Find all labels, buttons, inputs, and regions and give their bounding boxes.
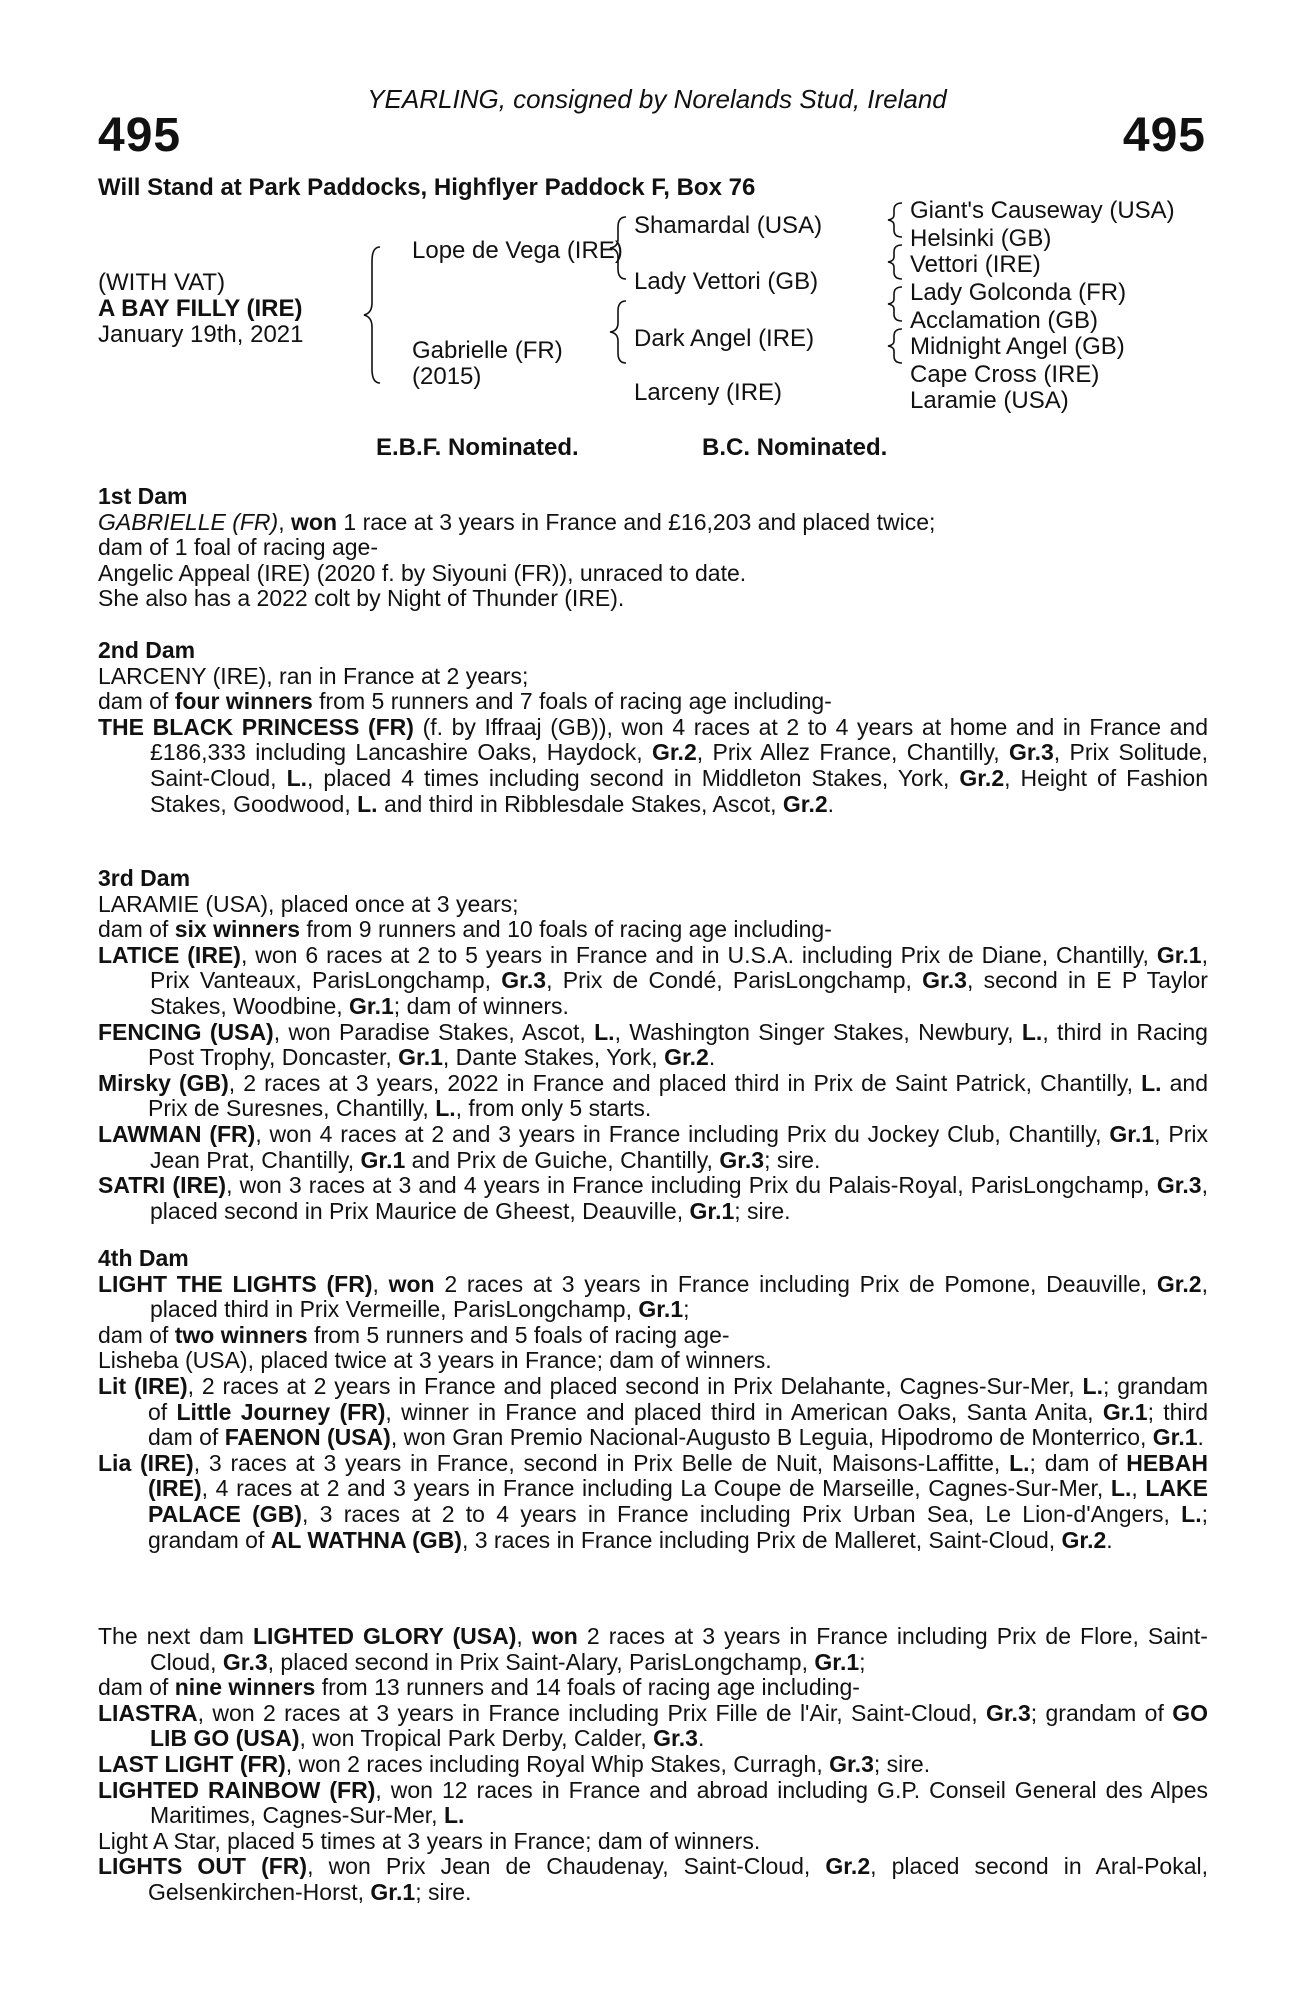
- dam-year: (2015): [412, 363, 482, 390]
- lot-number-right: 495: [1122, 109, 1206, 162]
- ebf-nomination: E.B.F. Nominated.: [376, 434, 579, 461]
- horse-name: A BAY FILLY (IRE): [98, 295, 303, 322]
- second-dam-section: [98, 638, 1208, 817]
- entry-fencing: FENCING (USA), won Paradise Stakes, Ascot, L., Washington Singer Stakes, Newbury, L., third in Racing Post Trophy, Doncaster, Gr.1, Dante Stakes, York, Gr.2.: [98, 1018, 1208, 1071]
- second-dam-heading: 2nd Dam: [98, 637, 196, 663]
- bracket-g3-1: [888, 203, 902, 237]
- gen3-1: Giant's Causeway (USA): [910, 197, 1175, 224]
- fourth-dam-produce-intro: dam of two winners from 5 runners and 5 foals of racing age-: [98, 1321, 730, 1348]
- gen3-8: Laramie (USA): [910, 387, 1069, 414]
- first-dam-produce-intro: dam of 1 foal of racing age-: [98, 534, 378, 561]
- first-dam-line: GABRIELLE (FR), won 1 race at 3 years in France and £16,203 and placed twice;: [98, 508, 936, 535]
- entry-last-light: LAST LIGHT (FR), won 2 races including Royal Whip Stakes, Curragh, Gr.3; sire.: [98, 1750, 931, 1777]
- next-dam-section: [98, 1624, 1208, 1906]
- bc-nomination: B.C. Nominated.: [702, 434, 888, 461]
- entry-light-a-star: Light A Star, placed 5 times at 3 years in France; dam of winners.: [98, 1827, 761, 1854]
- bracket-dam: [610, 301, 626, 363]
- bracket-g3-4: [888, 329, 902, 363]
- third-dam-produce-intro: dam of six winners from 9 runners and 10 foals of racing age including-: [98, 916, 832, 943]
- dam-name: Gabrielle (FR): [412, 337, 563, 364]
- stand-location: Will Stand at Park Paddocks, Highflyer Paddock F, Box 76: [98, 174, 756, 201]
- first-dam-colt-note: She also has a 2022 colt by Night of Thunder (IRE).: [98, 585, 625, 612]
- third-dam-section: [98, 866, 1208, 1224]
- entry-satri: SATRI (IRE), won 3 races at 3 and 4 years in France including Prix du Palais-Royal, ParisLongchamp, Gr.3, placed second in Prix Maurice de Gheest, Deauville, Gr.1; sire.: [98, 1172, 1208, 1224]
- dam-sire: Dark Angel (IRE): [634, 325, 815, 352]
- entry-lighted-rainbow: LIGHTED RAINBOW (FR), won 12 races in France and abroad including G.P. Conseil General des Alpes Maritimes, Cagnes-Sur-Mer, L.: [98, 1776, 1208, 1829]
- gen3-4: Lady Golconda (FR): [910, 279, 1127, 306]
- third-dam-line: LARAMIE (USA), placed once at 3 years;: [98, 890, 519, 917]
- first-dam-heading: 1st Dam: [98, 483, 188, 509]
- vat-note: (WITH VAT): [98, 269, 226, 296]
- entry-lawman: LAWMAN (FR), won 4 races at 2 and 3 years in France including Prix du Jockey Club, Chantilly, Gr.1, Prix Jean Prat, Chantilly, Gr.1 and Prix de Guiche, Chantilly, Gr.3; sire.: [98, 1120, 1208, 1173]
- gen3-5: Acclamation (GB): [910, 307, 1099, 334]
- second-dam-produce-intro: dam of four winners from 5 runners and 7 foals of racing age including-: [98, 688, 832, 715]
- bracket-gen1: [364, 247, 380, 383]
- entry-lit: Lit (IRE), 2 races at 2 years in France and placed second in Prix Delahante, Cagnes-Sur-Mer, L.; grandam of Little Journey (FR), winner in France and placed third in American Oaks, Santa Anita, Gr.1; third dam of FAENON (USA), won Gran Premio Nacional-Augusto B Leguia, Hipodromo de Monterrico, Gr.1.: [98, 1372, 1209, 1451]
- entry-latice: LATICE (IRE), won 6 races at 2 to 5 years in France and in U.S.A. including Prix de Diane, Chantilly, Gr.1, Prix Vanteaux, ParisLongchamp, Gr.3, Prix de Condé, ParisLongchamp, Gr.3, second in E P Taylor Stakes, Woodbine, Gr.1; dam of winners.: [98, 941, 1208, 1019]
- gen3-2: Helsinki (GB): [910, 225, 1052, 252]
- pedigree-table: [98, 197, 1218, 440]
- entry-mirsky: Mirsky (GB), 2 races at 3 years, 2022 in France and placed third in Prix de Saint Patrick, Chantilly, L. and Prix de Suresnes, Chantilly, L., from only 5 starts.: [98, 1069, 1209, 1122]
- foaling-date: January 19th, 2021: [98, 321, 304, 348]
- next-dam-line: The next dam LIGHTED GLORY (USA), won 2 races at 3 years in France including Prix de Flore, Saint-Cloud, Gr.3, placed second in Prix Saint-Alary, ParisLongchamp, Gr.1;: [98, 1623, 1208, 1675]
- bracket-g3-3: [888, 287, 902, 321]
- fourth-dam-section: [98, 1246, 1208, 1553]
- entry-lia: Lia (IRE), 3 races at 3 years in France, second in Prix Belle de Nuit, Maisons-Laffitte, L.; dam of HEBAH (IRE), 4 races at 2 and 3 years in France including La Coupe de Marseille, Cagnes-Sur-Mer, L., LAKE PALACE (GB), 3 races at 2 to 4 years in France including Prix Urban Sea, Le Lion-d'Angers, L.; grandam of AL WATHNA (GB), 3 races in France including Prix de Malleret, Saint-Cloud, Gr.2.: [98, 1449, 1209, 1553]
- third-dam-heading: 3rd Dam: [98, 865, 191, 891]
- bracket-g3-2: [888, 245, 902, 279]
- next-dam-produce-intro: dam of nine winners from 13 runners and 14 foals of racing age including-: [98, 1674, 860, 1701]
- sire-name: Lope de Vega (IRE): [412, 237, 623, 264]
- first-dam-section: [98, 484, 1208, 612]
- fourth-dam-heading: 4th Dam: [98, 1245, 189, 1271]
- entry-lisheba: Lisheba (USA), placed twice at 3 years in France; dam of winners.: [98, 1347, 772, 1374]
- consignment-line: YEARLING, consigned by Norelands Stud, Ireland: [367, 84, 947, 114]
- sire-sire: Shamardal (USA): [634, 212, 823, 239]
- sire-dam: Lady Vettori (GB): [634, 268, 819, 295]
- dam-dam: Larceny (IRE): [634, 379, 783, 406]
- gen3-3: Vettori (IRE): [910, 251, 1041, 278]
- gen3-7: Cape Cross (IRE): [910, 361, 1100, 388]
- first-dam-foal: Angelic Appeal (IRE) (2020 f. by Siyouni (FR)), unraced to date.: [98, 559, 747, 586]
- entry-liastra: LIASTRA, won 2 races at 3 years in France including Prix Fille de l'Air, Saint-Cloud, Gr.3; grandam of GO LIB GO (USA), won Tropical Park Derby, Calder, Gr.3.: [98, 1699, 1208, 1752]
- fourth-dam-line: LIGHT THE LIGHTS (FR), won 2 races at 3 years in France including Prix de Pomone, Deauville, Gr.2, placed third in Prix Vermeille, ParisLongchamp, Gr.1;: [98, 1270, 1208, 1323]
- gen3-6: Midnight Angel (GB): [910, 333, 1125, 360]
- lot-number-left: 495: [98, 109, 182, 162]
- second-dam-line: LARCENY (IRE), ran in France at 2 years;: [98, 662, 529, 689]
- entry-the-black-princess: THE BLACK PRINCESS (FR) (f. by Iffraaj (GB)), won 4 races at 2 to 4 years at home and in France and £186,333 including Lancashire Oaks, Haydock, Gr.2, Prix Allez France, Chantilly, Gr.3, Prix Solitude, Saint-Cloud, L., placed 4 times including second in Middleton Stakes, York, Gr.2, Height of Fashion Stakes, Goodwood, L. and third in Ribblesdale Stakes, Ascot, Gr.2.: [98, 713, 1208, 817]
- entry-lights-out: LIGHTS OUT (FR), won Prix Jean de Chaudenay, Saint-Cloud, Gr.2, placed second in Aral-Pokal, Gelsenkirchen-Horst, Gr.1; sire.: [98, 1853, 1208, 1905]
